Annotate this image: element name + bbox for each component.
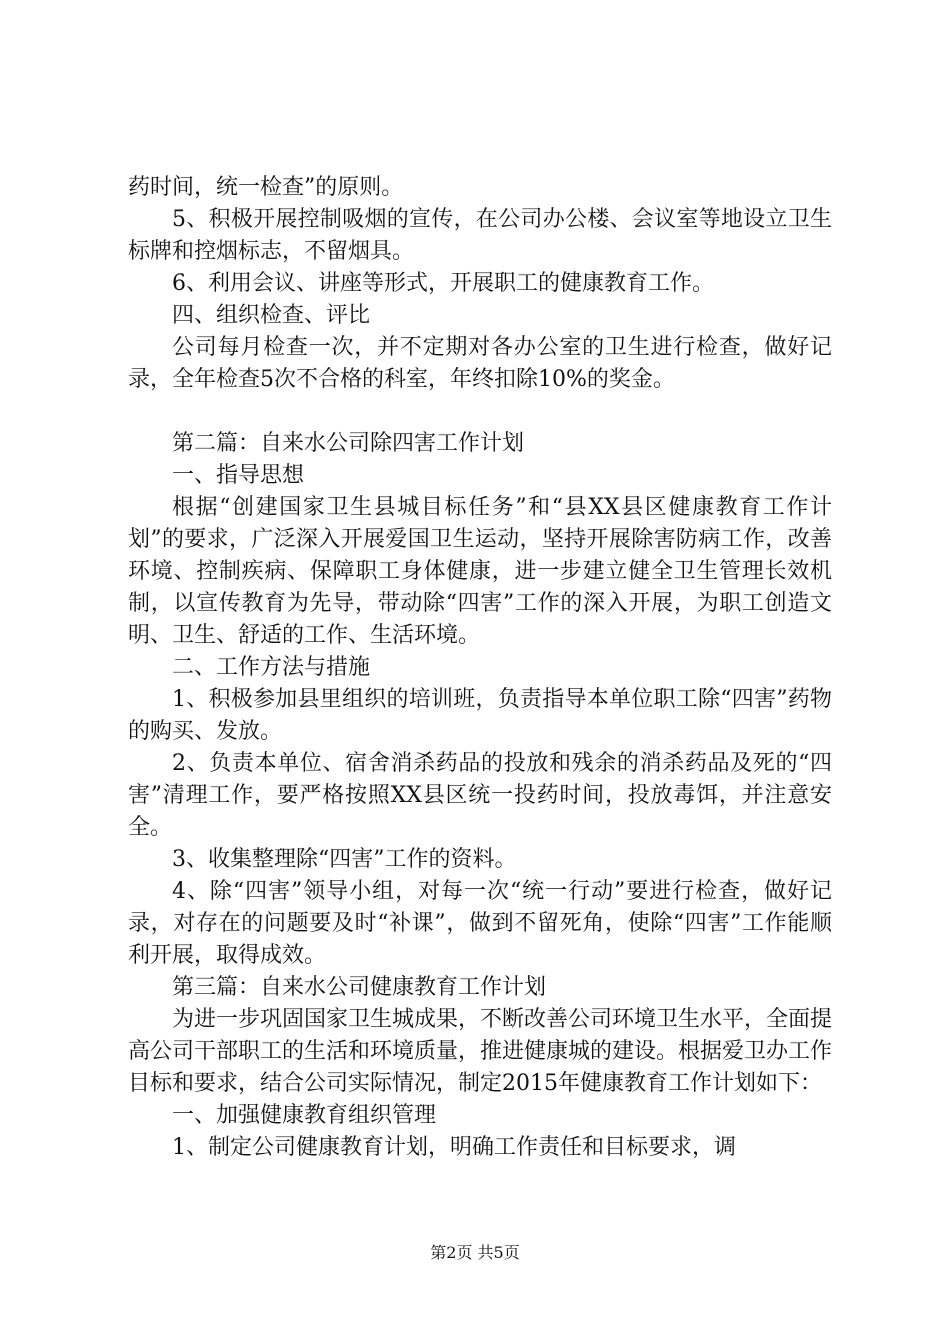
chapter-title-part-two: 第二篇：自来水公司除四害工作计划	[172, 431, 525, 456]
paragraph-guiding-idea: 根据“创建国家卫生县城目标任务”和“县XX县区健康教育工作计划”的要求，广泛深入开展爱国卫生运动，坚持开展除害防病工作，改善环境、控制疾病、保障职工身体健康，进一步建立健全卫生管理长效机制，以宣传教育为先导，带动除“四害”工作的深入开展，为职工创造文明、卫生、舒适的工作、生活环境。	[128, 495, 832, 648]
section-heading-inspection: 四、组织检查、评比	[172, 303, 371, 328]
section-heading-methods: 二、工作方法与措施	[172, 655, 371, 680]
paragraph-inspection: 公司每月检查一次，并不定期对各办公室的卫生进行检查，做好记录，全年检查5次不合格的科室，年终扣除10%的奖金。	[128, 335, 832, 392]
paragraph-method-4: 4、除“四害”领导小组，对每一次“统一行动”要进行检查，做好记录，对存在的问题要及时“补课”，做到不留死角，使除“四害”工作能顺利开展，取得成效。	[128, 879, 832, 968]
paragraph-method-3: 3、收集整理除“四害”工作的资料。	[172, 847, 517, 872]
paragraph-continuation: 药时间，统一检查”的原则。	[128, 175, 404, 200]
paragraph-method-2: 2、负责本单位、宿舍消杀药品的投放和残余的消杀药品及死的“四害”清理工作，要严格按照XX县区统一投药时间，投放毒饵，并注意安全。	[128, 751, 832, 840]
page-footer	[0, 1243, 950, 1263]
chapter-title-part-three: 第三篇：自来水公司健康教育工作计划	[172, 975, 547, 1000]
page-number: 第2页 共5页	[430, 1243, 520, 1262]
document-body	[128, 172, 832, 1164]
paragraph-method-1: 1、积极参加县里组织的培训班，负责指导本单位职工除“四害”药物的购买、发放。	[128, 687, 832, 744]
paragraph-organization-1: 1、制定公司健康教育计划，明确工作责任和目标要求，调	[172, 1135, 736, 1160]
paragraph-intro-part-three: 为进一步巩固国家卫生城成果，不断改善公司环境卫生水平，全面提高公司干部职工的生活和环境质量，推进健康城的建设。根据爱卫办工作目标和要求，结合公司实际情况，制定2015年健康教育工作计划如下：	[128, 1007, 833, 1096]
section-heading-organization: 一、加强健康教育组织管理	[172, 1103, 437, 1128]
paragraph-item-6: 6、利用会议、讲座等形式，开展职工的健康教育工作。	[172, 271, 714, 296]
section-heading-guiding-idea: 一、指导思想	[172, 463, 305, 488]
paragraph-item-5: 5、积极开展控制吸烟的宣传，在公司办公楼、会议室等地设立卫生标牌和控烟标志，不留烟具。	[128, 207, 832, 264]
